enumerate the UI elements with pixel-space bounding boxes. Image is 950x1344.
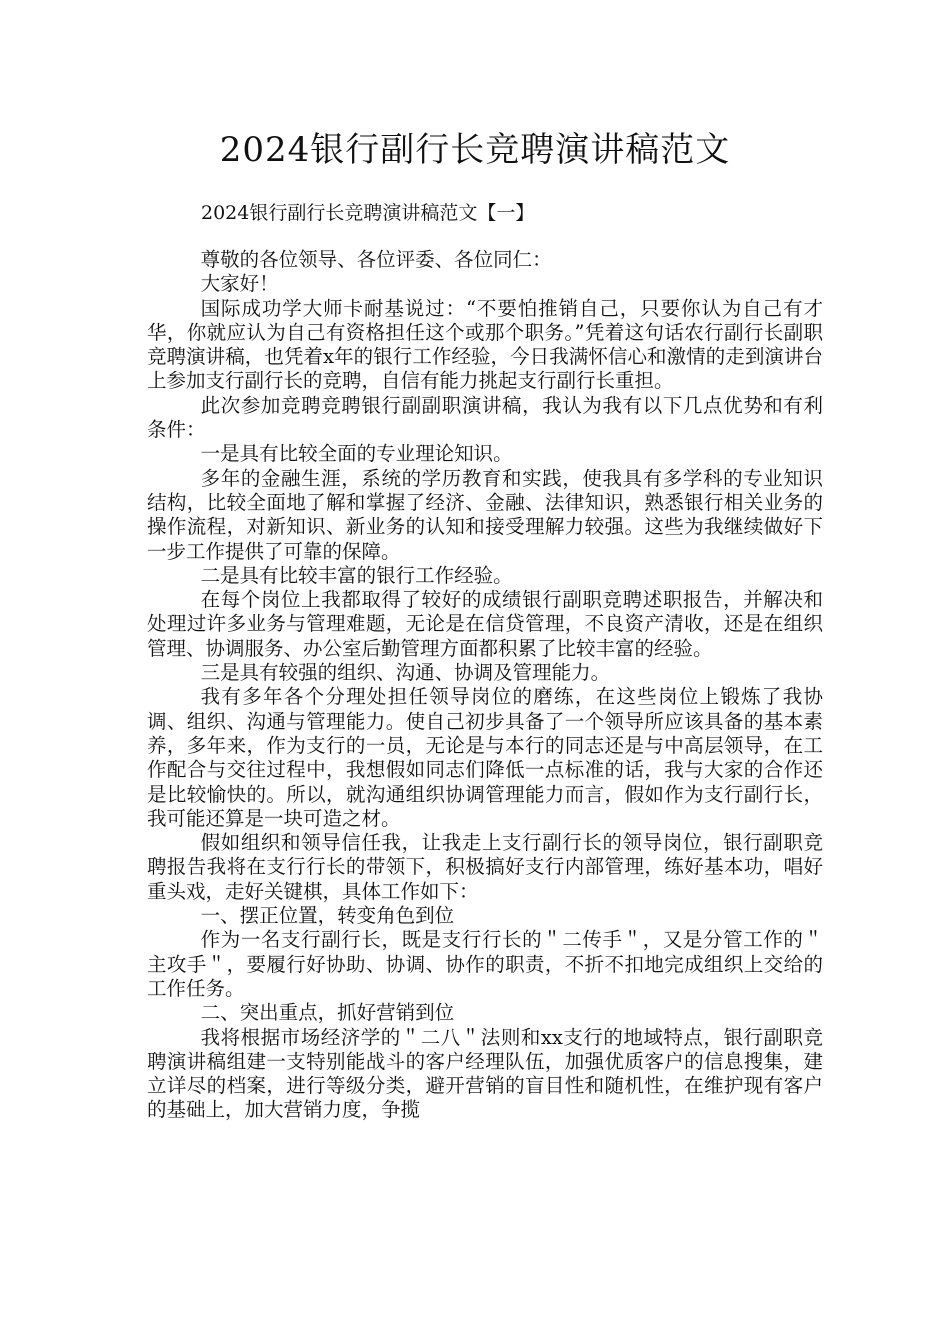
- paragraph: 我有多年各个分理处担任领导岗位的磨练，在这些岗位上锻炼了我协调、组织、沟通与管理能力。使自己初步具备了一个领导所应该具备的基本素养，多年来，作为支行的一员，无论是与本行的同志还是与中高层领导，在工作配合与交往过程中，我想假如同志们降低一点标准的话，我与大家的合作还是比较愉快的。所以，就沟通组织协调管理能力而言，假如作为支行副行长，我可能还算是一块可造之材。: [147, 685, 823, 830]
- paragraph: 国际成功学大师卡耐基说过：“不要怕推销自己，只要你认为自己有才华，你就应认为自己有资格担任这个或那个职务。”凭着这句话农行副行长副职竞聘演讲稿，也凭着x年的银行工作经验，今日我满怀信心和激情的走到演讲台上参加支行副行长的竞聘，自信有能力挑起支行副行长重担。: [147, 296, 823, 393]
- paragraph: 作为一名支行副行长，既是支行行长的＂二传手＂，又是分管工作的＂主攻手＂，要履行好协助、协调、协作的职责，不折不扣地完成组织上交给的工作任务。: [147, 928, 823, 1000]
- paragraph-subheading: 二、突出重点，抓好营销到位: [200, 1001, 455, 1025]
- paragraph: 此次参加竞聘竞聘银行副副职演讲稿，我认为我有以下几点优势和有利条件：: [147, 393, 823, 442]
- paragraph: 我将根据市场经济学的＂二八＂法则和xx支行的地域特点，银行副职竞聘演讲稿组建一支特别能战斗的客户经理队伍，加强优质客户的信息搜集，建立详尽的档案，进行等级分类，避开营销的盲目性和随机性，在维护现有客户的基础上，加大营销力度，争揽: [147, 1025, 823, 1122]
- paragraph-point-heading: 三是具有较强的组织、沟通、协调及管理能力。: [200, 661, 611, 685]
- paragraph-salutation: 尊敬的各位领导、各位评委、各位同仁：: [200, 248, 552, 271]
- paragraph: 在每个岗位上我都取得了较好的成绩银行副职竞聘述职报告，并解决和处理过许多业务与管理难题，无论是在信贷管理，不良资产清收，还是在组织管理、协调服务、办公室后勤管理方面都积累了比较丰富的经验。: [147, 588, 823, 660]
- document-body: [147, 248, 823, 1123]
- paragraph: 多年的金融生涯，系统的学历教育和实践，使我具有多学科的专业知识结构，比较全面地了解和掌握了经济、金融、法律知识，熟悉银行相关业务的操作流程，对新知识、新业务的认知和接受理解力较强。这些为我继续做好下一步工作提供了可靠的保障。: [147, 466, 823, 563]
- paragraph-point-heading: 二是具有比较丰富的银行工作经验。: [200, 563, 513, 587]
- document-title: 2024银行副行长竞聘演讲稿范文: [219, 130, 731, 170]
- paragraph: 假如组织和领导信任我，让我走上支行副行长的领导岗位，银行副职竞聘报告我将在支行行长的带领下，积极搞好支行内部管理，练好基本功，唱好重头戏，走好关键棋，具体工作如下：: [147, 831, 823, 903]
- paragraph-subheading: 一、摆正位置，转变角色到位: [200, 904, 455, 928]
- section-heading: 2024银行副行长竞聘演讲稿范文【一】: [201, 202, 535, 224]
- paragraph-point-heading: 一是具有比较全面的专业理论知识。: [200, 442, 513, 466]
- paragraph-greeting: 大家好！: [200, 272, 279, 296]
